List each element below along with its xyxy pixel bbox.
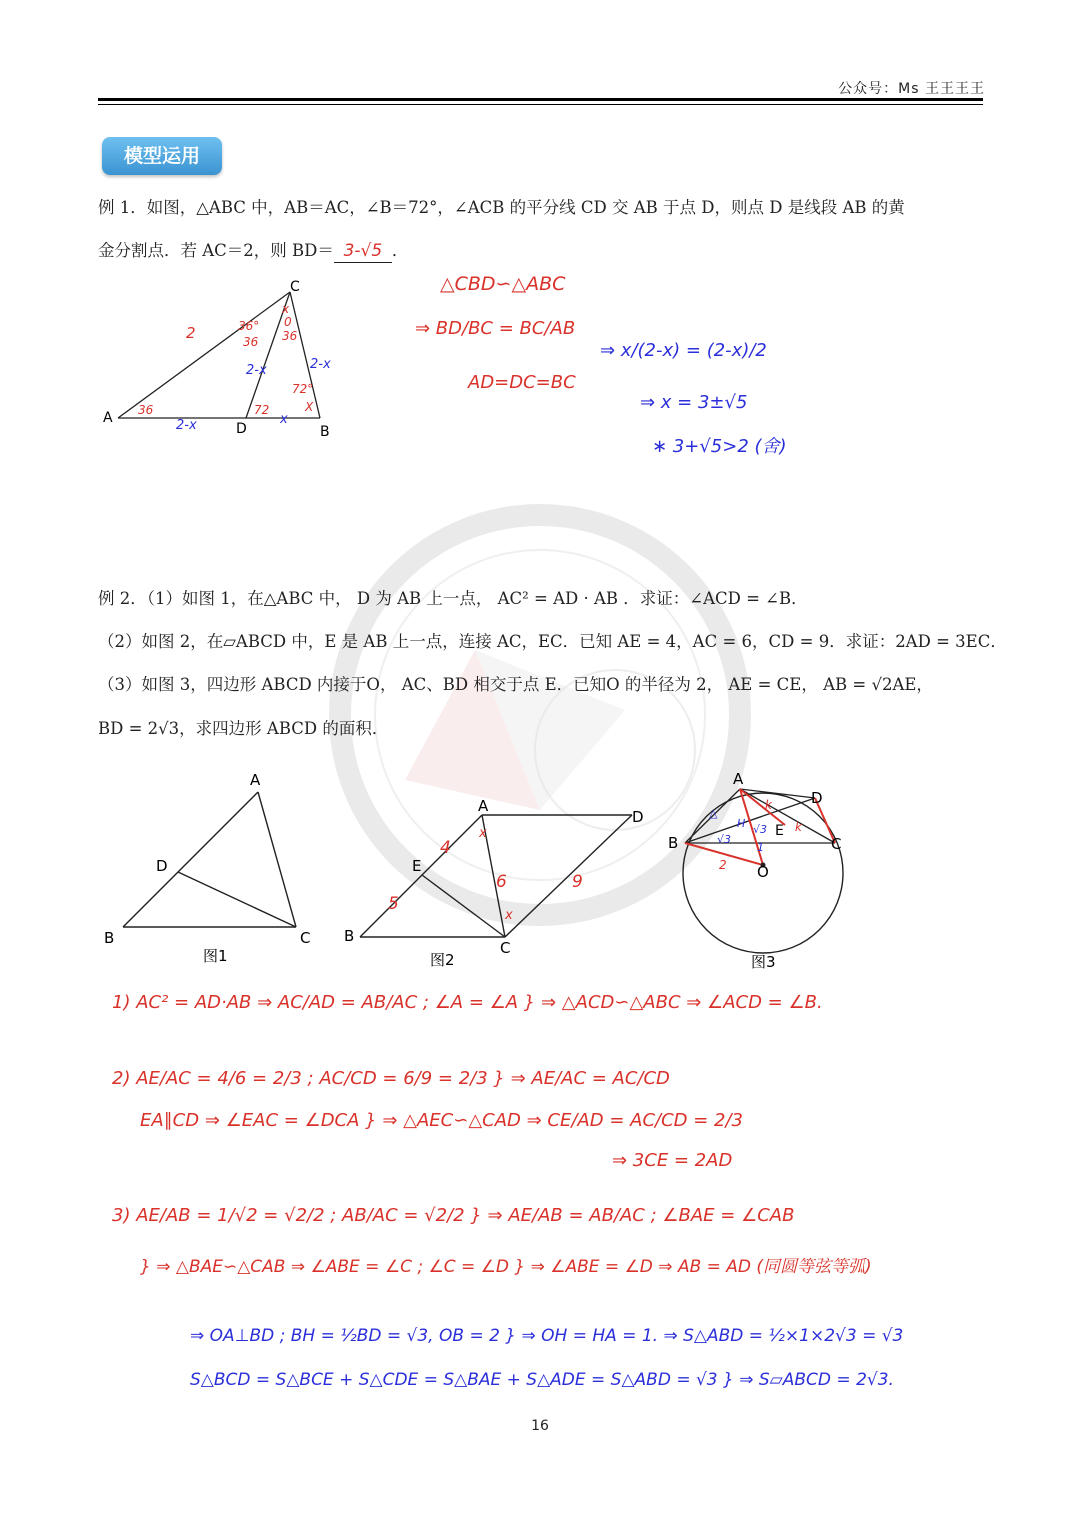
mark-x-top: x <box>282 302 290 316</box>
example2-part1: 例 2．（1）如图 1，在△ABC 中， D 为 AB 上一点， AC² = AD · AB ．求证：∠ACD = ∠B． <box>98 589 808 608</box>
sol2-part2-c: ⇒ 3CE = 2AD <box>612 1150 733 1171</box>
mark-zero: 0 <box>284 315 292 329</box>
f2-mark-6: 6 <box>496 872 507 892</box>
f1b-label-b: B <box>104 929 115 947</box>
header-rule-thin <box>98 104 983 105</box>
example1-line1: 例 1．如图，△ABC 中，AB＝AC，∠B＝72°，∠ACB 的平分线 CD 交 AB 于点 D，则点 D 是线段 AB 的黄 <box>98 198 905 217</box>
section-badge: 模型运用 <box>102 137 222 175</box>
f3-label-a: A <box>733 770 744 788</box>
mark-angle-36a: 36° <box>238 319 260 333</box>
f3-label-o: O <box>757 863 769 881</box>
mark-side-ac: 2 <box>186 324 196 342</box>
f1b-label-d: D <box>156 857 168 875</box>
f2-label-e: E <box>412 857 422 875</box>
sol1-similar: △CBD∽△ABC <box>440 273 566 295</box>
sol1-equation: ⇒ x/(2-x) = (2-x)/2 <box>600 340 767 361</box>
example2-part3: （3）如图 3，四边形 ABCD 内接于O， AC、BD 相交于点 E．已知O 的半径为 2， AE = CE， AB = √2AE， <box>98 675 933 694</box>
example1-line2 <box>98 240 408 263</box>
mark-angle-36b: 36 <box>282 329 298 343</box>
f2-mark-x-bottom: x <box>505 908 513 923</box>
page-header: 公众号：Ms 王王王王 <box>838 81 985 97</box>
f1b-label-a: A <box>250 771 261 789</box>
figure2-caption: 图2 <box>430 951 455 969</box>
f1-label-d: D <box>236 421 247 437</box>
f2-mark-9: 9 <box>572 872 583 892</box>
mark-side-db: x <box>280 412 288 427</box>
page-number: 16 <box>531 1418 549 1434</box>
example2-part3-cont: BD = 2√3，求四边形 ABCD 的面积． <box>98 719 389 738</box>
sol2-part3-a: 3) AE/AB = 1/√2 = √2/2 ; AB/AC = √2/2 } ⇒ AE/AB = AB/AC ; ∠BAE = ∠CAB <box>112 1205 795 1226</box>
mark-angle-72: 72° <box>292 382 314 396</box>
f3-mark-tri: △ <box>709 807 718 820</box>
f3-label-e: E <box>775 823 784 839</box>
f3-mark-k1: k <box>765 798 772 812</box>
sol1-equal-sides: AD=DC=BC <box>468 372 576 393</box>
mark-side-ad: 2-x <box>176 418 197 433</box>
sol2-part2-b: EA∥CD ⇒ ∠EAC = ∠DCA } ⇒ △AEC∽△CAD ⇒ CE/AD = AC/CD = 2/3 <box>140 1110 743 1131</box>
mark-side-cb: 2-x <box>310 357 331 372</box>
sol2-part3-d: S△BCD = S△BCE + S△CDE = S△BAE + S△ADE = S△ABD = √3 } ⇒ S▱ABCD = 2√3. <box>190 1370 894 1390</box>
f3-label-c: C <box>831 835 842 853</box>
sol1-reject: ∗ 3+√5>2 (舍) <box>652 436 787 457</box>
example1-triangle-figure <box>98 278 348 443</box>
sol2-part1: 1) AC² = AD·AB ⇒ AC/AD = AB/AC ; ∠A = ∠A } ⇒ △ACD∽△ABC ⇒ ∠ACD = ∠B. <box>112 992 823 1013</box>
example2-figure2 <box>340 795 660 975</box>
f2-mark-x-top: x <box>479 826 487 841</box>
f1-label-b: B <box>320 424 330 440</box>
f3-mark-k2: k <box>795 820 802 834</box>
f3-label-b: B <box>668 834 679 852</box>
f2-label-a: A <box>478 797 489 815</box>
f3-mark-root3-left: √3 <box>717 833 732 846</box>
f3-label-d: D <box>811 789 823 807</box>
mark-side-cd: 2-x <box>246 363 267 378</box>
answer-blank: 3-√5 <box>334 240 392 263</box>
f2-mark-4: 4 <box>440 838 451 858</box>
f1-label-c: C <box>290 279 300 295</box>
mark-angle-d: 72 <box>254 403 270 417</box>
sol2-part2-a: 2) AE/AC = 4/6 = 2/3 ; AC/CD = 6/9 = 2/3 } ⇒ AE/AC = AC/CD <box>112 1068 670 1089</box>
sol1-root: ⇒ x = 3±√5 <box>640 392 748 413</box>
f2-label-d: D <box>632 808 644 826</box>
sol2-part3-c: ⇒ OA⊥BD ; BH = ½BD = √3, OB = 2 } ⇒ OH = HA = 1. ⇒ S△ABD = ½×1×2√3 = √3 <box>190 1326 904 1346</box>
f2-mark-5: 5 <box>388 894 399 914</box>
f3-mark-root3-right: √3 <box>753 823 768 836</box>
figure3-caption: 图3 <box>751 953 776 971</box>
figure1-caption: 图1 <box>203 947 228 965</box>
f3-mark-2: 2 <box>719 858 727 872</box>
f1b-label-c: C <box>300 929 311 947</box>
example2-part2: （2）如图 2，在▱ABCD 中，E 是 AB 上一点，连接 AC，EC．已知 AE = 4，AC = 6，CD = 9．求证：2AD = 3EC． <box>98 632 1007 651</box>
example1-line2-text: 金分割点．若 AC＝2，则 BD＝ <box>98 241 334 260</box>
f2-label-b: B <box>344 927 355 945</box>
f3-mark-1: 1 <box>757 841 764 854</box>
sol2-part3-b: } ⇒ △BAE∽△CAB ⇒ ∠ABE = ∠C ; ∠C = ∠D } ⇒ ∠ABE = ∠D ⇒ AB = AD (同圆等弦等弧) <box>140 1257 872 1277</box>
f2-label-c: C <box>500 939 511 957</box>
sol1-ratio: ⇒ BD/BC = BC/AB <box>415 318 576 339</box>
header-rule-thick <box>98 98 983 101</box>
mark-angle-a: 36 <box>138 403 154 417</box>
mark-x-right: X <box>305 400 314 414</box>
example2-figure1 <box>98 765 328 970</box>
f1-label-a: A <box>103 410 113 426</box>
example2-figure3 <box>665 765 865 977</box>
f3-mark-h: H <box>737 817 746 830</box>
example1-line2-end: ． <box>391 241 409 260</box>
mark-angle-36b-left: 36 <box>243 335 259 349</box>
